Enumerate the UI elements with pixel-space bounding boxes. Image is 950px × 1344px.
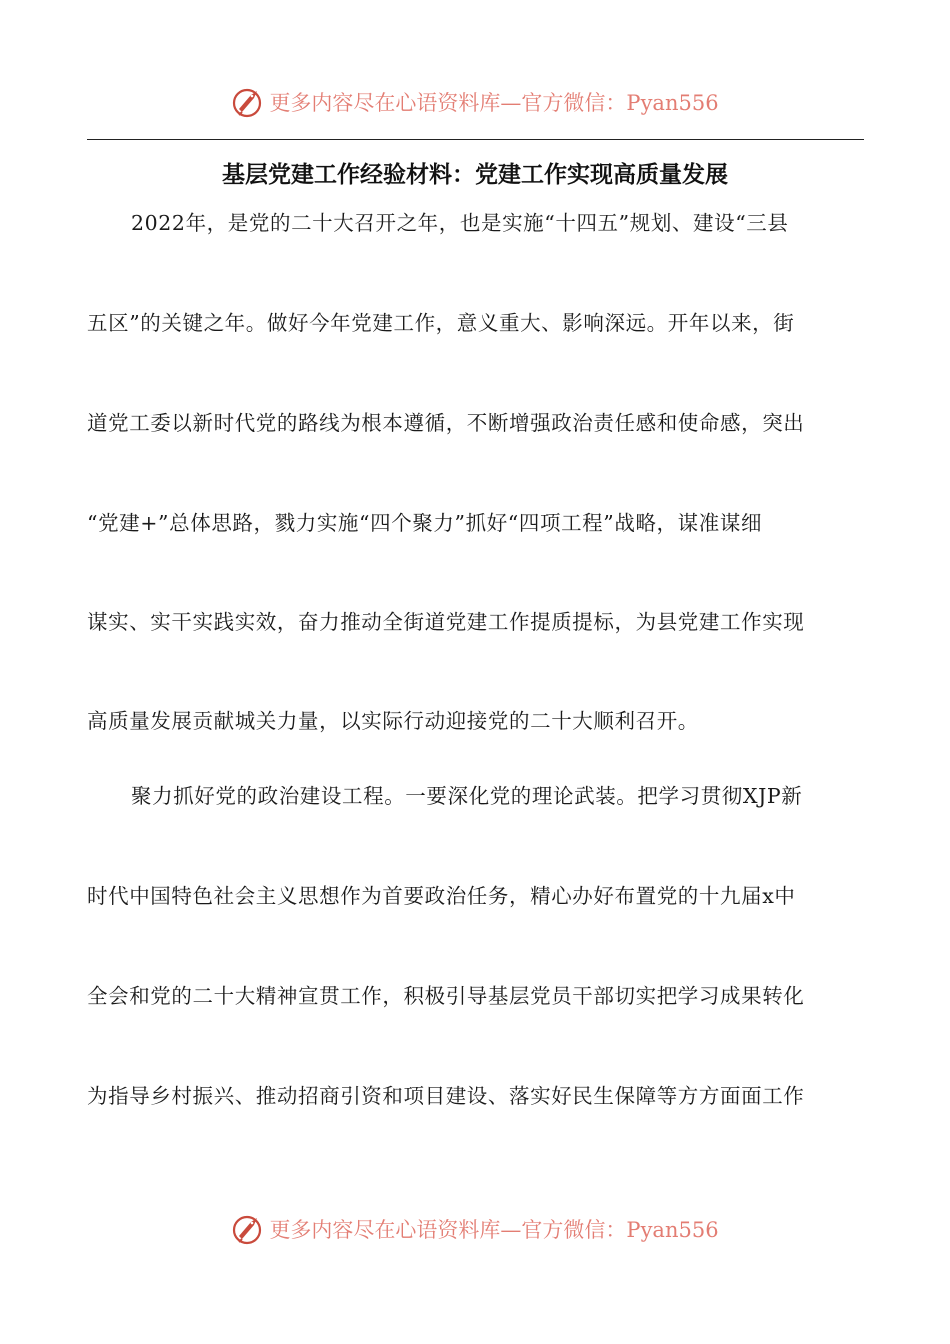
- paragraph-2-line-2: 时代中国特色社会主义思想作为首要政治任务，精心办好布置党的十九届x中: [87, 884, 796, 908]
- header-banner-text: 更多内容尽在心语资料库—官方微信：Pyan556: [269, 91, 719, 115]
- footer-banner: [0, 1207, 950, 1251]
- footer-banner-text: 更多内容尽在心语资料库—官方微信：Pyan556: [269, 1218, 719, 1242]
- header-banner: [0, 80, 950, 124]
- paragraph-2-line-1: 聚力抓好党的政治建设工程。一要深化党的理论武装。把学习贯彻XJP新: [131, 784, 803, 808]
- header-divider: [87, 139, 864, 140]
- pen-nib-circle-logo-icon: [231, 1212, 265, 1246]
- paragraph-1-line-5: 谋实、实干实践实效，奋力推动全街道党建工作提质提标，为县党建工作实现: [87, 610, 805, 634]
- paragraph-2-line-4: 为指导乡村振兴、推动招商引资和项目建设、落实好民生保障等方方面面工作: [87, 1084, 805, 1108]
- document-title: 基层党建工作经验材料：党建工作实现高质量发展: [222, 162, 728, 188]
- paragraph-1-line-4: “党建+”总体思路，戮力实施“四个聚力”抓好“四项工程”战略，谋准谋细: [87, 511, 763, 535]
- paragraph-1-line-3: 道党工委以新时代党的路线为根本遵循，不断增强政治责任感和使命感，突出: [87, 411, 805, 435]
- pen-nib-circle-logo-icon: [231, 85, 265, 119]
- paragraph-1-line-2: 五区”的关键之年。做好今年党建工作，意义重大、影响深远。开年以来，街: [87, 311, 795, 335]
- paragraph-1-line-1: 2022年，是党的二十大召开之年，也是实施“十四五”规划、建设“三县: [131, 211, 789, 235]
- paragraph-1-line-6: 高质量发展贡献城关力量，以实际行动迎接党的二十大顺利召开。: [87, 709, 699, 733]
- paragraph-2-line-3: 全会和党的二十大精神宣贯工作，积极引导基层党员干部切实把学习成果转化: [87, 984, 805, 1008]
